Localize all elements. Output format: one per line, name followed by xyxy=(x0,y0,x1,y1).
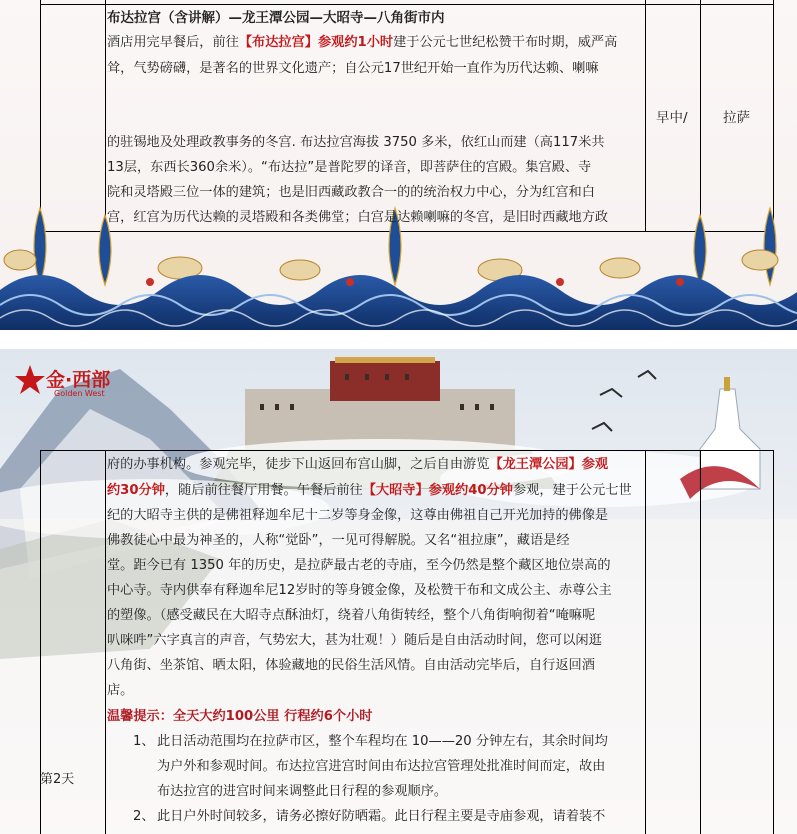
paragraph-line: 佛教徒心中最为神圣的，人称“觉卧”，一见可得解脱。又名“祖拉康”，藏语是经 xyxy=(107,533,570,548)
table-border xyxy=(40,4,774,5)
text-span: 参观，建于公元七世 xyxy=(512,483,632,498)
paragraph-line: 店。 xyxy=(107,683,134,698)
paragraph-line: 13层，东西长360余米）。“布达拉”是普陀罗的译音，即菩萨住的宫殿。集宫殿、寺 xyxy=(107,160,592,175)
text-span: 建于公元七世纪松赞干布时期，威严高 xyxy=(393,35,618,50)
day-title: 布达拉宫（含讲解）—龙王潭公园—大昭寺—八角街市内 xyxy=(107,10,445,26)
table-border xyxy=(105,450,106,834)
note-line: 此日活动范围均在拉萨市区，整个车程均在 10——20 分钟左右，其余时间均 xyxy=(157,734,608,749)
paragraph-line: 叭咪吽”六字真言的声音，气势宏大，甚为壮观！）随后是自由活动时间，您可以闲逛 xyxy=(107,633,602,648)
meals-cell: 早中/ xyxy=(656,110,688,126)
lodging-cell: 拉萨 xyxy=(723,110,750,126)
paragraph-line: 的驻锡地及处理政教事务的冬宫. 布达拉宫海拔 3750 多米，依红山而建（高117米共 xyxy=(107,135,605,150)
text-span: 府的办事机构。参观完毕，徒步下山返回布宫山脚，之后自由游览 xyxy=(107,457,490,472)
note-line: 此日户外时间较多，请务必擦好防晒霜。此日行程主要是寺庙参观，请着装不 xyxy=(157,809,606,824)
table-border xyxy=(773,450,774,834)
paragraph-line: 院和灵塔殿三位一体的建筑；也是旧西藏政教合一的的统治权力中心，分为红宫和白 xyxy=(107,185,595,200)
table-border xyxy=(40,450,774,451)
table-border xyxy=(645,450,646,834)
paragraph-line xyxy=(107,453,645,477)
paragraph-line: 八角街、坐茶馆、晒太阳，体验藏地的民俗生活风情。自由活动完毕后，自行返回酒 xyxy=(107,658,595,673)
brand-logo xyxy=(14,361,124,405)
text-span: 酒店用完早餐后，前往 xyxy=(107,35,239,50)
logo-text: 金·西部 xyxy=(46,369,111,391)
paragraph-line: 中心寺。寺内供奉有释迦牟尼12岁时的等身镀金像，及松赞干布和文成公主、赤尊公主 xyxy=(107,583,612,598)
note-number: 1、 xyxy=(133,734,155,749)
paragraph-line xyxy=(107,31,645,55)
paragraph-line: 耸，气势磅礴，是著名的世界文化遗产；自公元17世纪开始一直作为历代达赖、喇嘛 xyxy=(107,61,599,76)
highlight-potala: 【布达拉宫】参观约1小时 xyxy=(238,35,394,50)
logo-subtext: Golden West xyxy=(54,389,105,398)
note-line: 布达拉宫的进宫时间来调整此日行程的参观顺序。 xyxy=(157,784,448,799)
day-label: 第2天 xyxy=(40,772,75,787)
paragraph-line: 堂。距今已有 1350 年的历史，是拉萨最古老的寺庙，至今仍然是整个藏区地位崇高的 xyxy=(107,558,611,573)
text-span: ，随后前往餐厅用餐。午餐后前往 xyxy=(164,483,363,498)
highlight-duration: 约30分钟 xyxy=(107,483,165,498)
paragraph-line: 纪的大昭寺主供的是佛祖释迦牟尼十二岁等身金像，这尊由佛祖自己开光加持的佛像是 xyxy=(107,508,609,523)
note-number: 2、 xyxy=(133,809,155,824)
paragraph-line xyxy=(107,479,645,503)
highlight-jokhang: 【大昭寺】参观约40分钟 xyxy=(362,483,513,498)
page-gap xyxy=(0,330,797,349)
table-border xyxy=(700,450,701,834)
highlight-longwangtan: 【龙王潭公园】参观 xyxy=(489,457,609,472)
itinerary-page-2 xyxy=(0,349,797,834)
note-line: 为户外和参观时间。布达拉宫进宫时间由布达拉宫管理处批准时间而定，故由 xyxy=(157,759,606,774)
warm-tip: 温馨提示：全天大约100公里 行程约6个小时 xyxy=(107,709,373,724)
itinerary-page-1 xyxy=(0,0,797,330)
paragraph-line: 的塑像。（感受藏民在大昭寺点酥油灯，绕着八角街转经，整个八角街响彻着“唵嘛呢 xyxy=(107,608,596,623)
paragraph-line: 宫，红宫为历代达赖的灵塔殿和各类佛堂；白宫是达赖喇嘛的冬宫，是旧时西藏地方政 xyxy=(107,210,609,225)
